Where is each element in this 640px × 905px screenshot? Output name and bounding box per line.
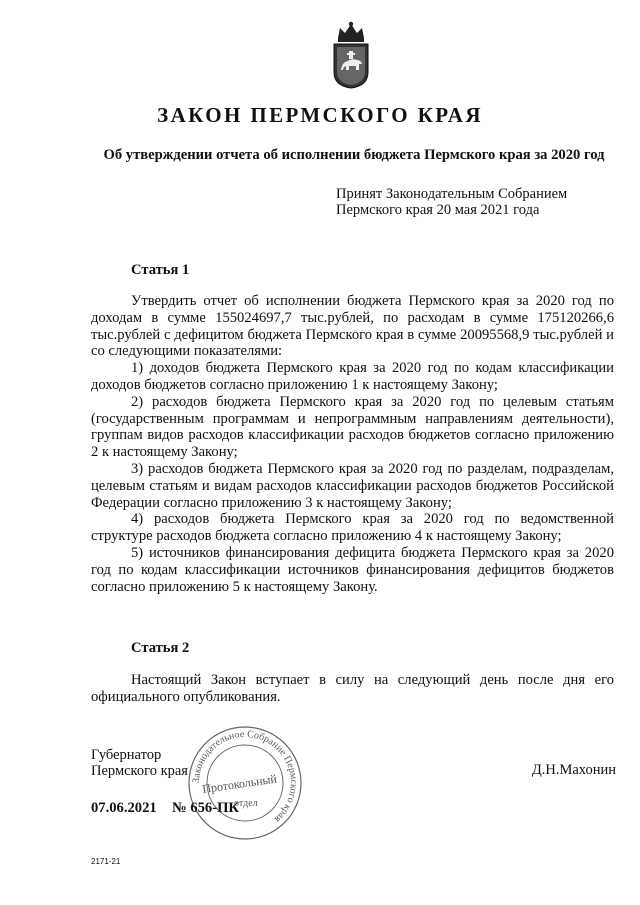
signing-date: 07.06.2021: [91, 800, 157, 816]
article-1-paragraph: Утвердить отчет об исполнении бюджета Пермского края за 2020 год по доходам в сумме 155024697,7 тыс.рублей, по расходам в сумме 175120266,6 тыс.рублей с дефицитом бюджета Пермского края в сумме 20095568,9 тыс.рублей и со следующими показателями:: [91, 293, 614, 360]
stamp-center-text: Протокольный: [201, 771, 278, 796]
article-1-item-2: 2) расходов бюджета Пермского края за 2020 год по целевым статьям (государственным программам и непрограммным направлениям деятельности), группам видов расходов классификации расходов бюджетов согласно приложению 2 к настоящему Закону;: [91, 393, 614, 461]
article-2-paragraph: Настоящий Закон вступает в силу на следующий день после дня его официального опубликования.: [91, 672, 614, 705]
official-stamp: [186, 724, 304, 842]
article-1-item-3: 3) расходов бюджета Пермского края за 2020 год по разделам, подразделам, целевым статьям и видам расходов классификации расходов бюджетов Российской Федерации согласно приложению 3 к настоящему Закону;: [91, 460, 614, 511]
article-2-body: [91, 672, 614, 706]
signatory-position-line-2: Пермского края: [91, 763, 188, 779]
signatory-position-line-1: Губернатор: [91, 747, 162, 763]
law-title: ЗАКОН ПЕРМСКОГО КРАЯ: [157, 103, 483, 127]
article-1-body: [91, 293, 614, 595]
stamp-center-sub: отдел: [234, 798, 258, 809]
stamp-ring-text: Законодательное Собрание Пермского края: [190, 728, 300, 825]
adoption-line-2: Пермского края 20 мая 2021 года: [336, 202, 540, 218]
article-1-item-4: 4) расходов бюджета Пермского края за 2020 год по ведомственной структуре расходов бюджета согласно приложению 4 к настоящему Закону;: [91, 511, 614, 545]
article-2-heading: Статья 2: [131, 640, 190, 656]
law-number: № 656-ПК: [172, 800, 239, 816]
article-1-heading: Статья 1: [131, 262, 190, 278]
coat-of-arms-icon: [328, 20, 374, 90]
adoption-note: [336, 186, 567, 218]
signatory-position: [91, 747, 188, 779]
registration-number: 2171-21: [91, 857, 121, 866]
article-1-item-1: 1) доходов бюджета Пермского края за 2020 год по кодам классификации доходов бюджетов согласно приложению 1 к настоящему Закону;: [91, 360, 614, 393]
article-1-item-5: 5) источников финансирования дефицита бюджета Пермского края за 2020 год по кодам классификации источников финансирования дефицитов бюджетов согласно приложению 5 к настоящему Закону.: [91, 544, 614, 595]
law-subtitle: Об утверждении отчета об исполнении бюджета Пермского края за 2020 год: [103, 147, 605, 163]
adoption-line-1: Принят Законодательным Собранием: [336, 186, 568, 202]
signatory-name: Д.Н.Махонин: [531, 762, 616, 778]
